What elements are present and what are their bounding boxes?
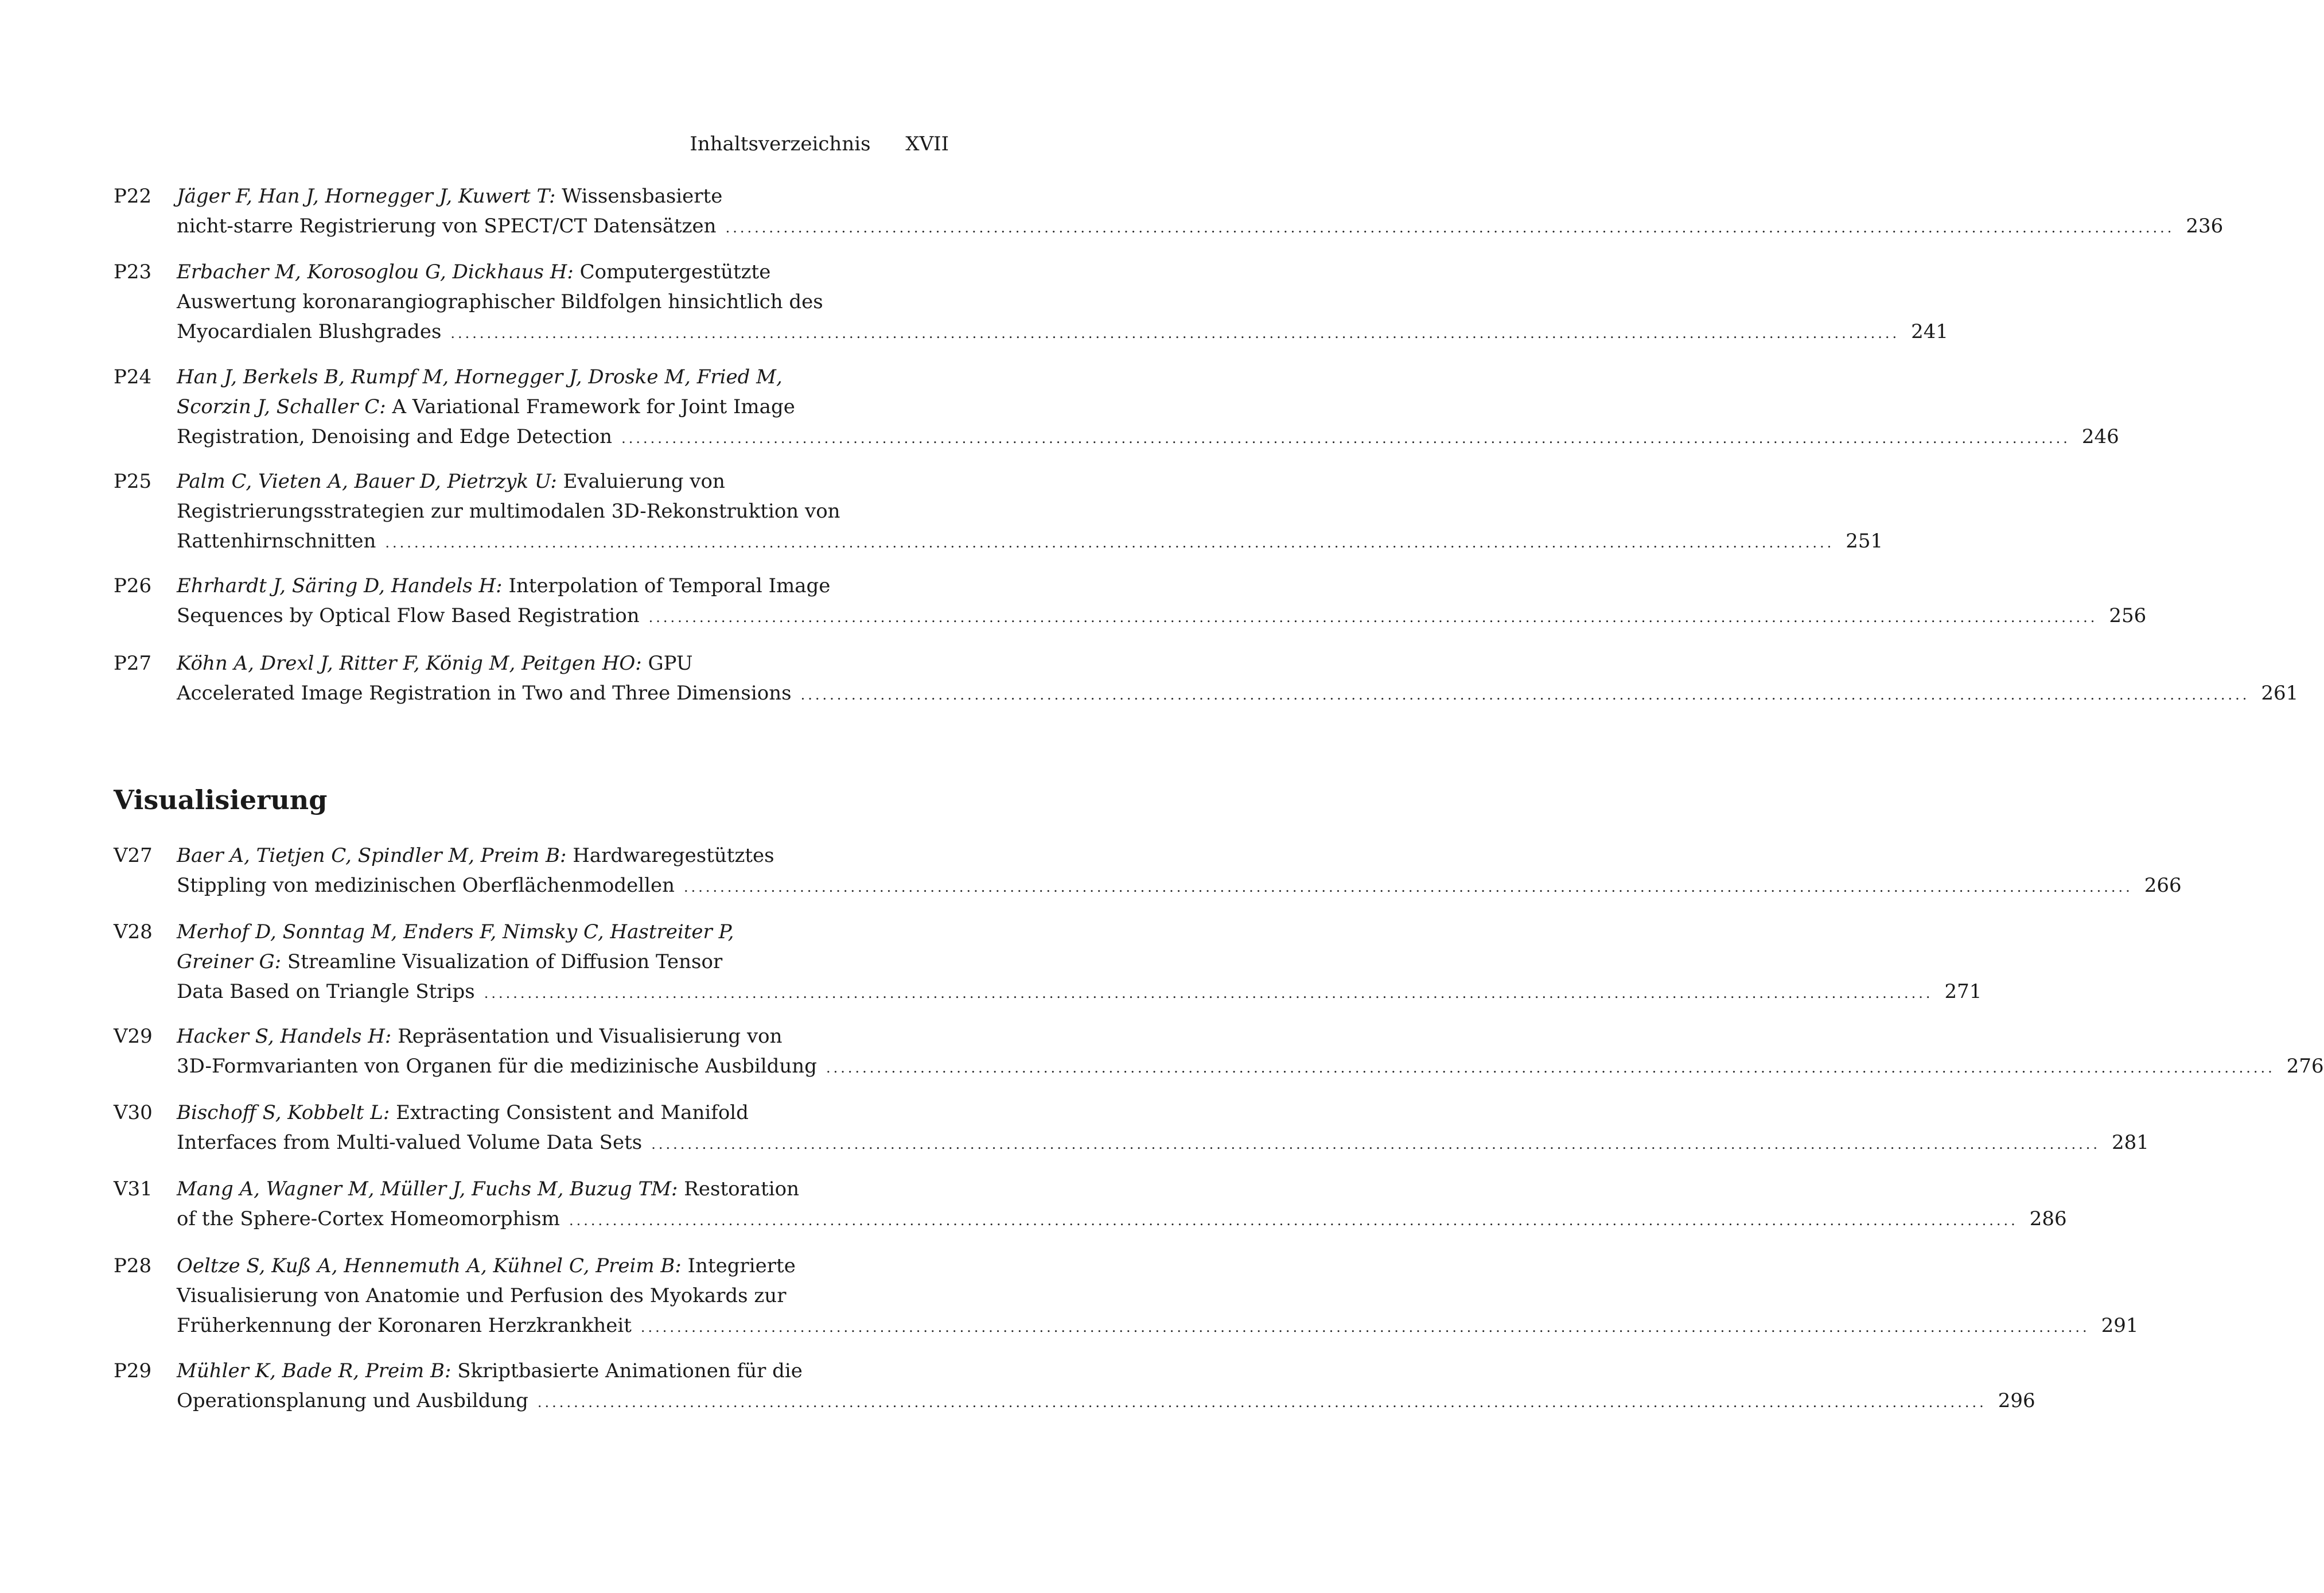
- toc-entry: [114, 648, 2299, 710]
- entry-title-text: Hardwaregestütztes: [566, 844, 774, 867]
- entry-line-text: [177, 211, 717, 241]
- entry-line: [177, 678, 2299, 710]
- entry-body: [177, 1174, 2067, 1235]
- entry-authors: Merhof D, Sonntag M, Enders F, Nimsky C, Hastreiter P,: [177, 920, 734, 943]
- entry-title-text: of the Sphere-Cortex Homeomorphism: [177, 1207, 560, 1230]
- dot-leader: ........................................................................................................................................................................................................: [725, 220, 2175, 236]
- entry-authors: Köhn A, Drexl J, Ritter F, König M, Peitgen HO:: [177, 652, 642, 675]
- entry-line: [177, 362, 949, 392]
- entry-authors: Baer A, Tietjen C, Spindler M, Preim B:: [177, 844, 567, 867]
- entry-code: V31: [114, 1178, 153, 1200]
- entry-line-text: [177, 1386, 528, 1416]
- dot-leader: ........................................................................................................................................................................................................: [826, 1060, 2275, 1076]
- entry-body: [177, 1021, 2324, 1083]
- entry-line-text: [177, 392, 795, 422]
- entry-line: [177, 496, 949, 526]
- entry-line: [177, 1174, 949, 1204]
- entry-line: [177, 1281, 949, 1311]
- entry-title-text: nicht-starre Registrierung von SPECT/CT Datensätzen: [177, 215, 717, 238]
- entry-code: V28: [114, 920, 153, 943]
- entry-line: [177, 467, 949, 496]
- entry-line: [177, 211, 2224, 243]
- entry-line-text: [177, 977, 475, 1007]
- entry-title-text: A Variational Framework for Joint Image: [386, 395, 795, 418]
- entry-title-text: Registration, Denoising and Edge Detection: [177, 425, 613, 448]
- entry-code: P28: [114, 1254, 152, 1277]
- dot-leader: ........................................................................................................................................................................................................: [450, 325, 1900, 341]
- dot-leader: ........................................................................................................................................................................................................: [640, 1319, 2090, 1335]
- toc-entry: [114, 467, 1883, 558]
- entry-code: P24: [114, 366, 152, 388]
- dot-leader: ........................................................................................................................................................................................................: [648, 609, 2098, 625]
- entry-line: [177, 917, 949, 947]
- toc-entry: [114, 362, 2119, 453]
- dot-leader: ........................................................................................................................................................................................................: [537, 1394, 1987, 1411]
- entry-authors: Scorzin J, Schaller C:: [177, 395, 386, 418]
- toc-entry: [114, 181, 2224, 243]
- entry-code: P29: [114, 1359, 152, 1382]
- entry-line-text: [177, 947, 722, 977]
- entry-line-text: [177, 362, 783, 392]
- entry-title-text: Visualisierung von Anatomie und Perfusion des Myokards zur: [177, 1284, 787, 1307]
- entry-line-text: [177, 526, 376, 556]
- toc-entry: [114, 257, 1949, 348]
- entry-page-number: 276: [2286, 1055, 2324, 1078]
- entry-code: P27: [114, 652, 152, 675]
- entry-code: V30: [114, 1101, 153, 1124]
- entry-title-text: 3D-Formvarianten von Organen für die medizinische Ausbildung: [177, 1055, 817, 1078]
- entry-body: [177, 571, 2147, 632]
- toc-entry: [114, 841, 2182, 902]
- entry-authors: Jäger F, Han J, Hornegger J, Kuwert T:: [177, 185, 556, 208]
- entry-title-text: Interpolation of Temporal Image: [502, 574, 831, 597]
- toc-entry: [114, 1356, 2035, 1417]
- entry-page-number: 241: [1911, 320, 1949, 343]
- entry-line-text: [177, 1174, 799, 1204]
- entry-title-text: Integrierte: [681, 1254, 796, 1277]
- entry-title-text: GPU: [641, 652, 693, 675]
- entry-page-number: 281: [2111, 1131, 2149, 1154]
- dot-leader: ........................................................................................................................................................................................................: [684, 879, 2133, 895]
- entry-body: [177, 1356, 2035, 1417]
- entry-page-number: 286: [2029, 1207, 2067, 1230]
- entry-line-text: [177, 287, 823, 317]
- entry-title-text: Rattenhirnschnitten: [177, 530, 376, 553]
- entry-page-number: 246: [2081, 425, 2119, 448]
- entry-authors: Mang A, Wagner M, Müller J, Fuchs M, Buzug TM:: [177, 1178, 678, 1200]
- entry-authors: Bischoff S, Kobbelt L:: [177, 1101, 390, 1124]
- entry-title-text: Data Based on Triangle Strips: [177, 980, 475, 1003]
- entry-line-text: [177, 467, 725, 496]
- entry-line: [177, 1386, 2035, 1417]
- entry-line: [177, 1204, 2067, 1235]
- entry-page-number: 266: [2144, 874, 2182, 897]
- entry-title-text: Operationsplanung und Ausbildung: [177, 1389, 528, 1412]
- entry-line: [177, 526, 1883, 558]
- entry-body: [177, 257, 1949, 348]
- entry-page-number: 256: [2109, 604, 2147, 627]
- running-header: [690, 133, 949, 156]
- entry-page-number: 251: [1846, 530, 1883, 553]
- entry-title-text: Skriptbasierte Animationen für die: [451, 1359, 803, 1382]
- toc-entry: [114, 1098, 2149, 1159]
- entry-authors: Greiner G:: [177, 950, 282, 973]
- entry-line: [177, 1051, 2324, 1083]
- toc-entry: [114, 917, 1982, 1008]
- entry-title-text: Wissensbasierte: [555, 185, 723, 208]
- entry-page-number: 271: [1944, 980, 1982, 1003]
- dot-leader: ........................................................................................................................................................................................................: [800, 687, 2250, 703]
- entry-line: [177, 181, 949, 211]
- entry-line-text: [177, 1128, 642, 1157]
- header-page-number: XVII: [905, 133, 949, 156]
- entry-line: [177, 1021, 949, 1051]
- entry-line-text: [177, 871, 675, 900]
- entry-line: [177, 841, 949, 871]
- entry-page-number: 236: [2186, 215, 2224, 238]
- entry-title-text: Sequences by Optical Flow Based Registration: [177, 604, 640, 627]
- entry-authors: Han J, Berkels B, Rumpf M, Hornegger J, Droske M, Fried M,: [177, 366, 783, 388]
- entry-code: P26: [114, 574, 152, 597]
- entry-line-text: [177, 1356, 803, 1386]
- toc-entry: [114, 1021, 2324, 1083]
- entry-code: V29: [114, 1025, 153, 1048]
- entry-title-text: Repräsentation und Visualisierung von: [391, 1025, 783, 1048]
- entry-line-text: [177, 571, 830, 601]
- entry-title-text: Interfaces from Multi-valued Volume Data Sets: [177, 1131, 643, 1154]
- entry-line-text: [177, 1021, 783, 1051]
- entry-title-text: Auswertung koronarangiographischer Bildfolgen hinsichtlich des: [177, 290, 823, 313]
- entry-line-text: [177, 601, 640, 631]
- dot-leader: ........................................................................................................................................................................................................: [569, 1213, 2018, 1229]
- entry-code: P25: [114, 470, 152, 493]
- entry-line: [177, 977, 1982, 1008]
- entry-title-text: Extracting Consistent and Manifold: [390, 1101, 749, 1124]
- entry-line: [177, 287, 949, 317]
- entry-line-text: [177, 648, 693, 678]
- entry-authors: Erbacher M, Korosoglou G, Dickhaus H:: [177, 261, 574, 283]
- entry-line-text: [177, 317, 441, 347]
- entry-line-text: [177, 1251, 796, 1281]
- entry-body: [177, 1251, 2139, 1342]
- dot-leader: ........................................................................................................................................................................................................: [484, 985, 1933, 1001]
- entry-line-text: [177, 678, 792, 708]
- entry-line: [177, 257, 949, 287]
- entry-line: [177, 601, 2147, 632]
- entry-code: P22: [114, 185, 152, 208]
- entry-code: P23: [114, 261, 152, 283]
- entry-line-text: [177, 1204, 560, 1234]
- toc-entry: [114, 571, 2147, 632]
- entry-line: [177, 317, 1949, 348]
- entry-line: [177, 392, 949, 422]
- entry-title-text: Restoration: [678, 1178, 800, 1200]
- entry-page-number: 261: [2261, 682, 2299, 705]
- dot-leader: ........................................................................................................................................................................................................: [385, 535, 1835, 551]
- dot-leader: ........................................................................................................................................................................................................: [621, 430, 2070, 446]
- entry-authors: Hacker S, Handels H:: [177, 1025, 392, 1048]
- entry-line: [177, 1251, 949, 1281]
- entry-line-text: [177, 1051, 817, 1081]
- entry-body: [177, 1098, 2149, 1159]
- entry-line-text: [177, 181, 722, 211]
- entry-body: [177, 917, 1982, 1008]
- entry-page-number: 296: [1998, 1389, 2035, 1412]
- entry-authors: Oeltze S, Kuß A, Hennemuth A, Kühnel C, Preim B:: [177, 1254, 682, 1277]
- entry-authors: Ehrhardt J, Säring D, Handels H:: [177, 574, 503, 597]
- entry-body: [177, 648, 2299, 710]
- entry-title-text: Evaluierung von: [556, 470, 725, 493]
- entry-line: [177, 1356, 949, 1386]
- section-title: Visualisierung: [114, 784, 328, 815]
- entry-page-number: 291: [2101, 1314, 2139, 1337]
- entry-authors: Palm C, Vieten A, Bauer D, Pietrzyk U:: [177, 470, 557, 493]
- entry-line-text: [177, 1098, 749, 1128]
- entry-line: [177, 947, 949, 977]
- entry-code: V27: [114, 844, 153, 867]
- entry-line-text: [177, 257, 770, 287]
- entry-line: [177, 422, 2119, 453]
- entry-title-text: Streamline Visualization of Diffusion Tensor: [281, 950, 723, 973]
- entry-title-text: Accelerated Image Registration in Two and Three Dimensions: [177, 682, 792, 705]
- entry-line: [177, 1098, 949, 1128]
- entry-line-text: [177, 917, 734, 947]
- entry-title-text: Stippling von medizinischen Oberflächenmodellen: [177, 874, 675, 897]
- entry-title-text: Früherkennung der Koronaren Herzkrankheit: [177, 1314, 632, 1337]
- toc-entry: [114, 1251, 2139, 1342]
- entry-body: [177, 467, 1883, 558]
- entry-line: [177, 648, 949, 678]
- entry-line-text: [177, 422, 612, 452]
- entry-body: [177, 181, 2224, 243]
- entry-line-text: [177, 1281, 786, 1311]
- entry-title-text: Myocardialen Blushgrades: [177, 320, 442, 343]
- entry-title-text: Computergestützte: [573, 261, 771, 283]
- entry-line: [177, 1311, 2139, 1342]
- toc-entry: [114, 1174, 2067, 1235]
- entry-body: [177, 841, 2182, 902]
- entry-body: [177, 362, 2119, 453]
- entry-line-text: [177, 841, 774, 871]
- entry-line-text: [177, 496, 840, 526]
- entry-line-text: [177, 1311, 632, 1341]
- entry-line: [177, 571, 949, 601]
- entry-line: [177, 871, 2182, 902]
- entry-authors: Mühler K, Bade R, Preim B:: [177, 1359, 451, 1382]
- entry-title-text: Registrierungsstrategien zur multimodalen 3D-Rekonstruktion von: [177, 500, 840, 523]
- dot-leader: ........................................................................................................................................................................................................: [651, 1136, 2100, 1152]
- entry-line: [177, 1128, 2149, 1159]
- header-title: Inhaltsverzeichnis: [690, 133, 871, 156]
